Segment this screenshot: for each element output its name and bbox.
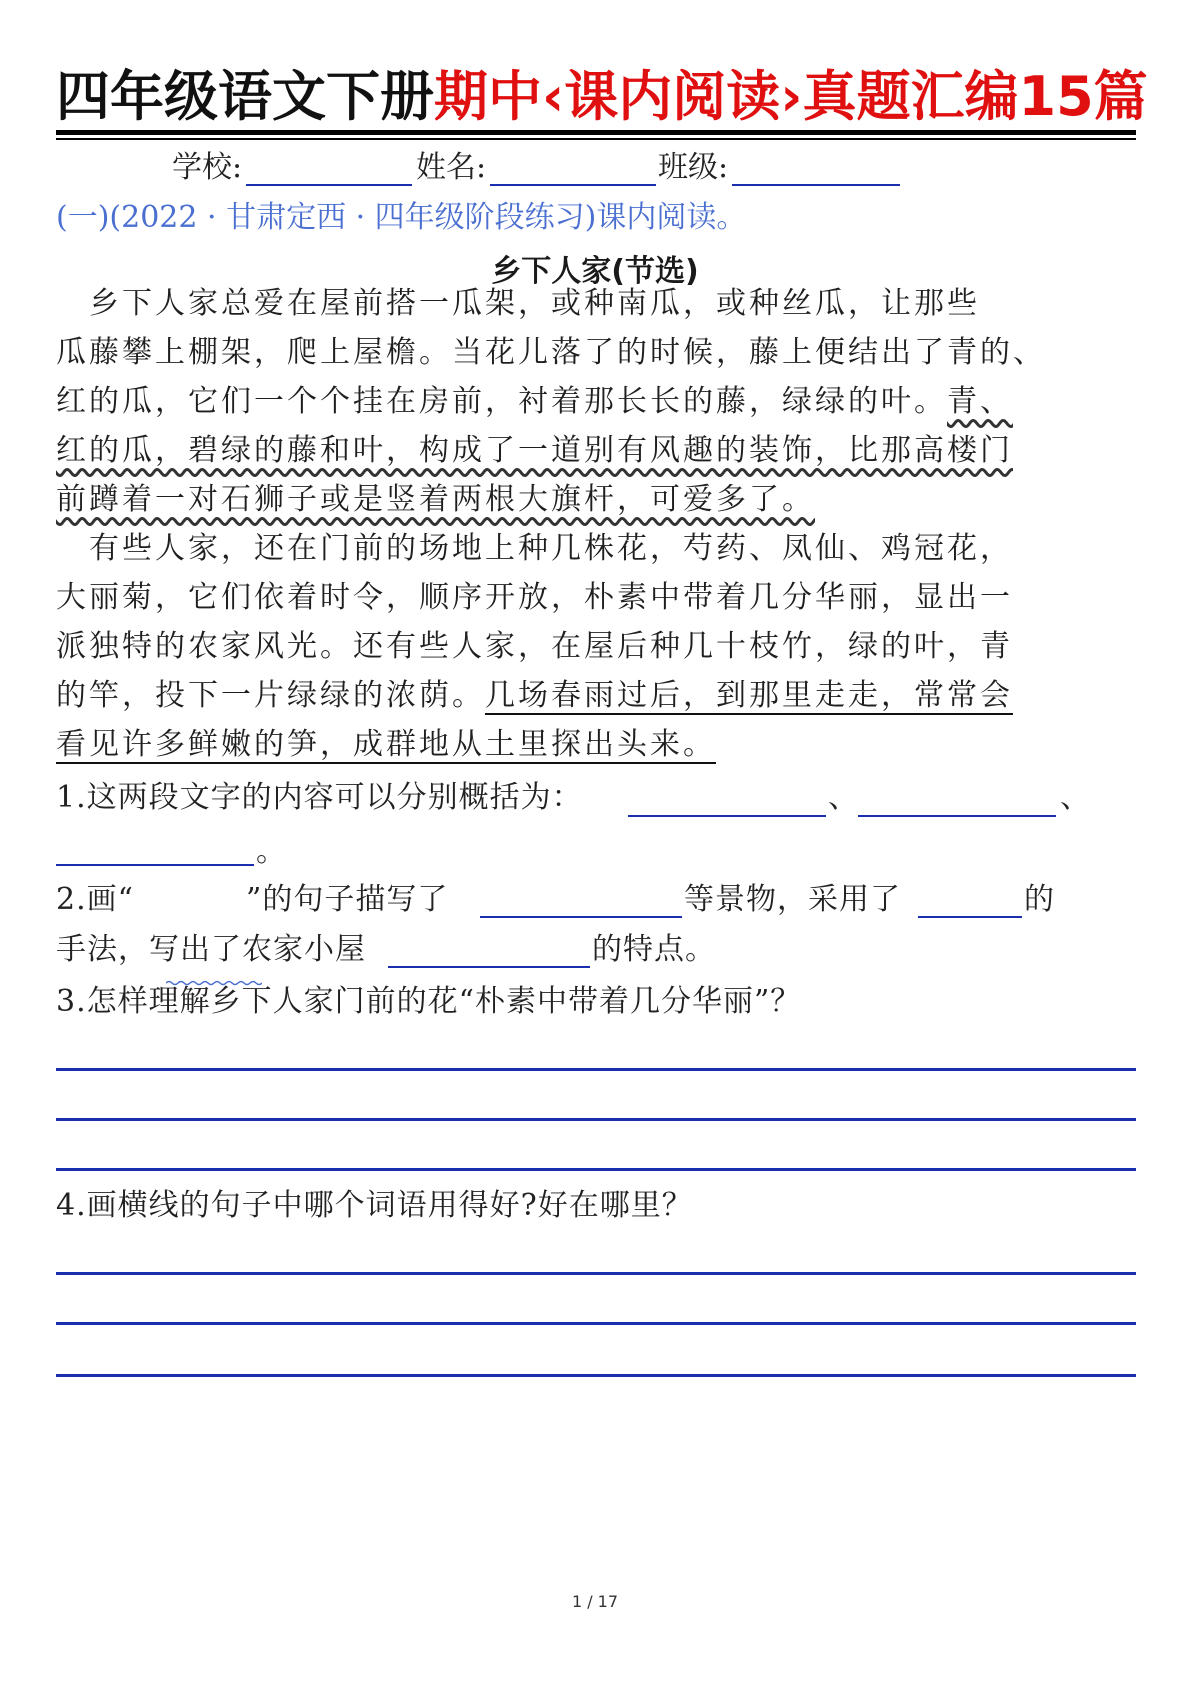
question-2-line2a: 手法，写出了农家小屋 <box>56 932 366 967</box>
q2-blank-2[interactable] <box>918 916 1022 918</box>
straight-underline-start: 几场春雨过后，到那里走走，常常会 <box>485 678 1013 713</box>
q1-blank-1[interactable] <box>628 815 826 817</box>
passage-line-9-text: 的竿，投下一片绿绿的浓荫。 <box>56 678 485 713</box>
passage-line-1: 乡下人家总爱在屋前搭一瓜架，或种南瓜，或种丝瓜，让那些 <box>56 286 980 321</box>
straight-underline-line10: 看见许多鲜嫩的笋，成群地从土里探出头来。 <box>56 727 716 762</box>
name-label: 姓名: <box>416 150 487 185</box>
question-2-part2: ”的句子描写了 <box>246 882 449 917</box>
passage-line-3-text: 红的瓜，它们一个个挂在房前，衬着那长长的藤，绿绿的叶。 <box>56 384 947 419</box>
passage-line-10 <box>56 725 1146 765</box>
passage-line-6: 有些人家，还在门前的场地上种几株花，芍药、凤仙、鸡冠花， <box>56 531 1013 566</box>
passage-title: 乡下人家(节选) <box>491 254 699 289</box>
passage-line-8: 派独特的农家风光。还有些人家，在屋后种几十枝竹，绿的叶，青 <box>56 629 1013 664</box>
q4-answer-line-3[interactable] <box>56 1374 1136 1377</box>
wavy-underline-line4: 红的瓜，碧绿的藤和叶，构成了一道别有风趣的装饰，比那高楼门 <box>56 433 1013 468</box>
wavy-underline-start: 青、 <box>947 384 1013 419</box>
title-black-part: 四年级语文下册 <box>56 65 434 128</box>
passage-line-9 <box>56 676 1146 716</box>
class-label: 班级: <box>658 150 729 185</box>
school-label: 学校: <box>172 150 243 185</box>
class-field[interactable] <box>732 184 900 186</box>
passage-line-5 <box>56 480 1146 520</box>
q1-blank-3[interactable] <box>56 864 254 866</box>
q1-separator-1: 、 <box>828 780 859 815</box>
page-title <box>56 62 1148 132</box>
name-field[interactable] <box>490 184 656 186</box>
title-rule-thick <box>56 130 1136 135</box>
q4-answer-line-2[interactable] <box>56 1322 1136 1325</box>
passage-line-7: 大丽菊，它们依着时令，顺序开放，朴素中带着几分华丽，显出一 <box>56 580 1013 615</box>
question-2-part1: 2.画“ <box>56 882 134 917</box>
q4-answer-line-1[interactable] <box>56 1272 1136 1275</box>
q1-end: 。 <box>256 834 287 869</box>
q1-blank-2[interactable] <box>858 815 1056 817</box>
title-rule-thin <box>56 138 1136 140</box>
passage-line-3 <box>56 382 1146 422</box>
question-3: 3.怎样理解乡下人家门前的花“朴素中带着几分华丽”？ <box>56 984 802 1019</box>
q3-answer-line-3[interactable] <box>56 1168 1136 1171</box>
q2-blank-3[interactable] <box>388 966 590 968</box>
q3-answer-line-2[interactable] <box>56 1118 1136 1121</box>
source-note: (一)(2022 · 甘肃定西 · 四年级阶段练习)课内阅读。 <box>56 200 747 235</box>
question-1: 1.这两段文字的内容可以分别概括为： <box>56 780 583 815</box>
passage-line-2: 瓜藤攀上棚架，爬上屋檐。当花儿落了的时候，藤上便结出了青的、 <box>56 335 1046 370</box>
q1-separator-2: 、 <box>1060 780 1091 815</box>
question-2-line2b: 的特点。 <box>592 932 716 967</box>
question-2-part3: 等景物，采用了 <box>684 882 901 917</box>
wavy-underline-line5: 前蹲着一对石狮子或是竖着两根大旗杆，可爱多了。 <box>56 482 815 517</box>
question-2-part4: 的 <box>1024 882 1055 917</box>
q2-blank-1[interactable] <box>480 916 682 918</box>
title-red-part: 期中‹课内阅读›真题汇编15篇 <box>434 65 1148 128</box>
page-number: 1 / 17 <box>571 1592 619 1611</box>
passage-line-4 <box>56 431 1146 471</box>
question-4: 4.画横线的句子中哪个词语用得好?好在哪里？ <box>56 1188 693 1223</box>
q3-answer-line-1[interactable] <box>56 1068 1136 1071</box>
school-field[interactable] <box>246 184 412 186</box>
